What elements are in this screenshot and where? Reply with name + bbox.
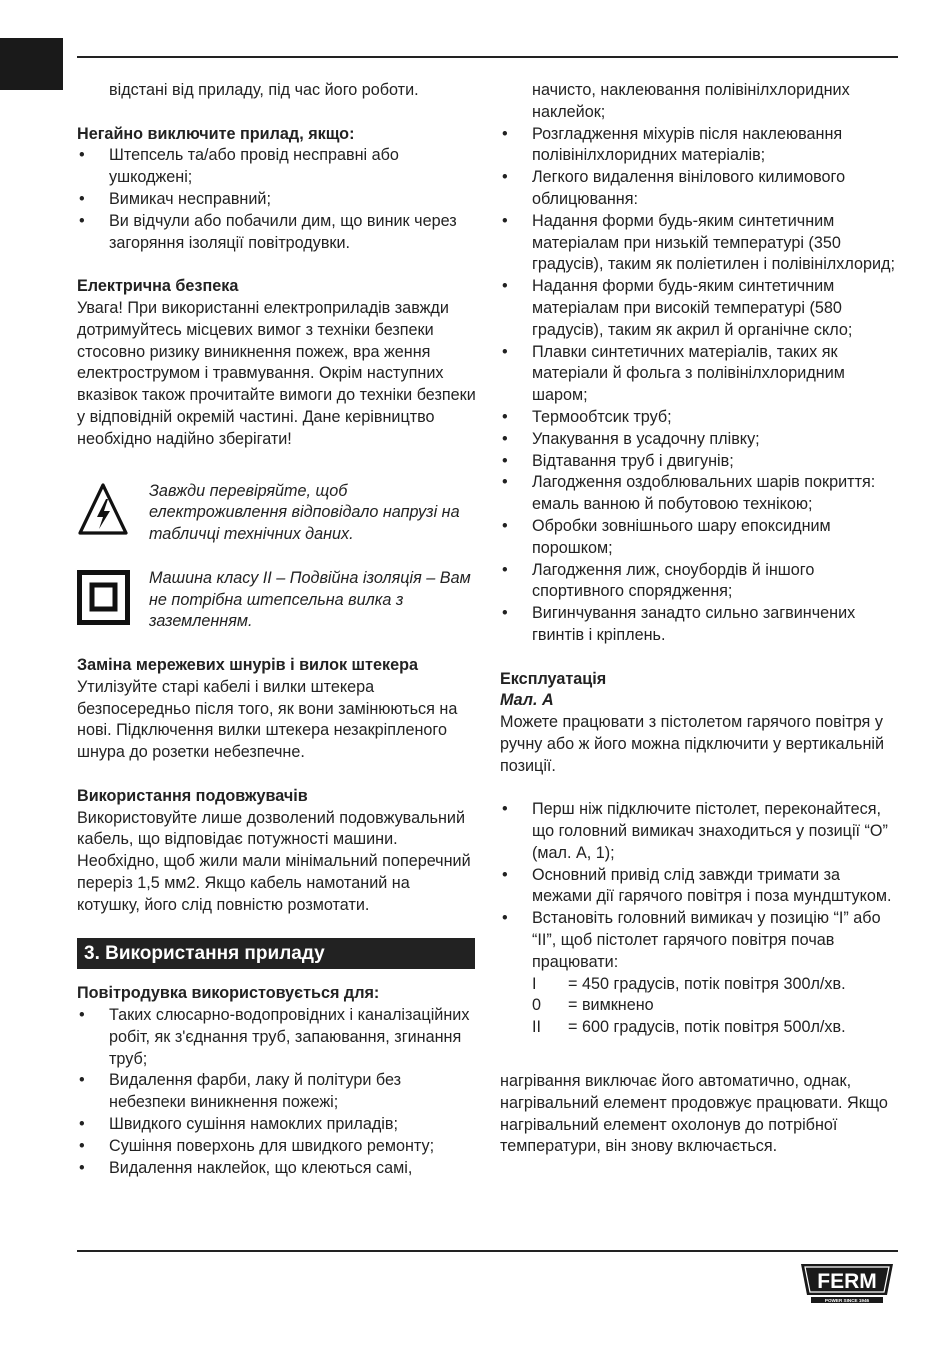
logo-tagline: POWER SINCE 1946 <box>824 1298 870 1303</box>
list-item: • Плавки синтетичних матеріалів, таких як матеріали й фольга з полівінілхлоридним шаром; <box>500 342 900 407</box>
mode-key: I <box>532 974 537 993</box>
mode-row <box>532 995 900 1017</box>
mode-value: = 450 градусів, потік повітря 300л/хв. <box>568 974 846 993</box>
class2-warning-text: Машина класу II – Подвійна ізоляція – Вам не потрібна штепсельна вилка з заземленням. <box>149 568 471 631</box>
page-corner-tab <box>0 38 63 90</box>
list-item: • Швидкого сушіння намоклих приладів; <box>77 1114 477 1136</box>
mode-row <box>532 974 900 996</box>
right-column <box>500 80 900 1158</box>
list-item: • Надання форми будь-яким синтетичним матеріалам при високій температурі (580 градусів), таким як акрил й органічне скло; <box>500 276 900 341</box>
high-voltage-warning-icon <box>77 481 149 546</box>
closing-text: нагрівання виключає його автоматично, однак, нагрівальний елемент продовжує працювати. Якщо нагрівальний елемент охолонув до потрібної температури, він знову включається. <box>500 1072 888 1156</box>
mode-value: = вимкнено <box>568 996 654 1015</box>
extension-text: Використовуйте лише дозволений подовжувальний кабель, що відповідає потужності машини. Необхідно, щоб жили мали мінімальний поперечний переріз 1,5 мм2. Якщо кабель намотаний на котушку, його слід повністю розмотати. <box>77 808 471 914</box>
usage-heading: Повітродувка використовується для: <box>77 984 380 1003</box>
electrical-text: Увага! При використанні електроприладів завжди дотримуйтесь місцевих вимог з техніки безпеки стосовно ризику виникнення пожеж, вра ження електрострумом і травмування. Окрім наступних вказівок також прочитайте вимоги до техніки безпеки у відповідній окремій частині. Дане керівництво необхідно надійно зберігати! <box>77 298 476 448</box>
switch-modes <box>500 974 900 1039</box>
list-item: • Лагодження лиж, сноубордів й іншого спортивного спорядження; <box>500 560 900 604</box>
mode-value: = 600 градусів, потік повітря 500л/хв. <box>568 1018 846 1037</box>
list-item: • Відтавання труб і двигунів; <box>500 451 900 473</box>
mode-key: 0 <box>532 996 542 1015</box>
list-item: • Вимикач несправний; <box>77 189 477 211</box>
mode-key: II <box>532 1018 541 1037</box>
left-column <box>77 80 477 1179</box>
electrical-heading: Електрична безпека <box>77 277 239 296</box>
list-item: • Сушіння поверхонь для швидкого ремонту; <box>77 1136 477 1158</box>
section-title: 3. Використання приладу <box>77 938 475 969</box>
voltage-warning-text: Завжди перевіряйте, щоб електроживлення відповідало напрузі на табличці технічних даних. <box>149 481 460 544</box>
list-item: • Видалення фарби, лаку й політури без небезпеки виникнення пожежі; <box>77 1070 477 1114</box>
mode-row <box>532 1017 900 1039</box>
list-item: • Таких слюсарно-водопровідних і каналізаційних робіт, як з'єднання труб, запаювання, згинання труб; <box>77 1005 477 1070</box>
extension-heading: Використання подовжувачів <box>77 786 308 805</box>
cables-heading: Заміна мережевих шнурів і вилок штекера <box>77 655 418 674</box>
class2-warning <box>77 568 477 633</box>
switch-off-heading: Негайно виключите прилад, якщо: <box>77 124 355 143</box>
list-item: • Лагодження оздоблювальних шарів покриття: емаль ванною й побутовою технікою; <box>500 472 900 516</box>
list-item: • Обробки зовнішнього шару епоксидним порошком; <box>500 516 900 560</box>
intro-line: відстані від приладу, під час його роботи. <box>109 81 419 99</box>
operation-heading: Експлуатація <box>500 669 607 688</box>
usage-list <box>77 1005 477 1179</box>
list-item: • Штепсель та/або провід несправні або ушкоджені; <box>77 145 477 189</box>
list-item: • Надання форми будь-яким синтетичним матеріалам при низькій температурі (350 градусів), таким як поліетилен і полівінілхлорид; <box>500 211 900 276</box>
top-rule <box>77 56 898 58</box>
operation-steps <box>500 799 900 973</box>
list-item: • Розгладження міхурів після наклеювання полівінілхлоридних матеріалів; <box>500 124 900 168</box>
logo-text: FERM <box>817 1270 877 1293</box>
operation-text: Можете працювати з пістолетом гарячого повітря у ручну або ж його можна підключити у вертикальній позиції. <box>500 713 885 775</box>
list-item: • Вигинчування занадто сильно загвинчених гвинтів і кріплень. <box>500 603 900 647</box>
list-item: • Перш ніж підключите пістолет, переконайтеся, що головний вимикач знаходиться у позиції “O” (мал. A, 1); <box>500 799 900 864</box>
list-item: • Упакування в усадочну плівку; <box>500 429 900 451</box>
list-item: • Основний привід слід завжди тримати за межами дії гарячого повітря і поза мундштуком. <box>500 865 900 909</box>
list-item: • Встановіть головний вимикач у позицію “I” або “II”, щоб пістолет гарячого повітря почав працювати: <box>500 908 900 973</box>
list-item: • Легкого видалення вінілового килимового облицювання: <box>500 167 900 211</box>
ferm-logo <box>797 1262 897 1304</box>
list-item: • Видалення наклейок, що клеються самі, <box>77 1158 477 1180</box>
switch-off-list <box>77 145 477 254</box>
voltage-warning <box>77 481 477 546</box>
double-insulation-icon <box>77 568 149 633</box>
usage-continuation: начисто, наклеювання полівінілхлоридних наклейок; <box>532 81 850 121</box>
usage-list-continued <box>500 124 900 647</box>
figure-reference: Мал. A <box>500 691 554 710</box>
list-item: • Термообтсик труб; <box>500 407 900 429</box>
cables-text: Утилізуйте старі кабелі і вилки штекера безпосередньо після того, як вони замінюються на нові. Підключення вилки штекера незакріпленого шнура до розетки небезпечне. <box>77 677 458 762</box>
list-item: • Ви відчули або побачили дим, що виник через загоряння ізоляції повітродувки. <box>77 211 477 255</box>
bottom-rule <box>77 1250 898 1252</box>
